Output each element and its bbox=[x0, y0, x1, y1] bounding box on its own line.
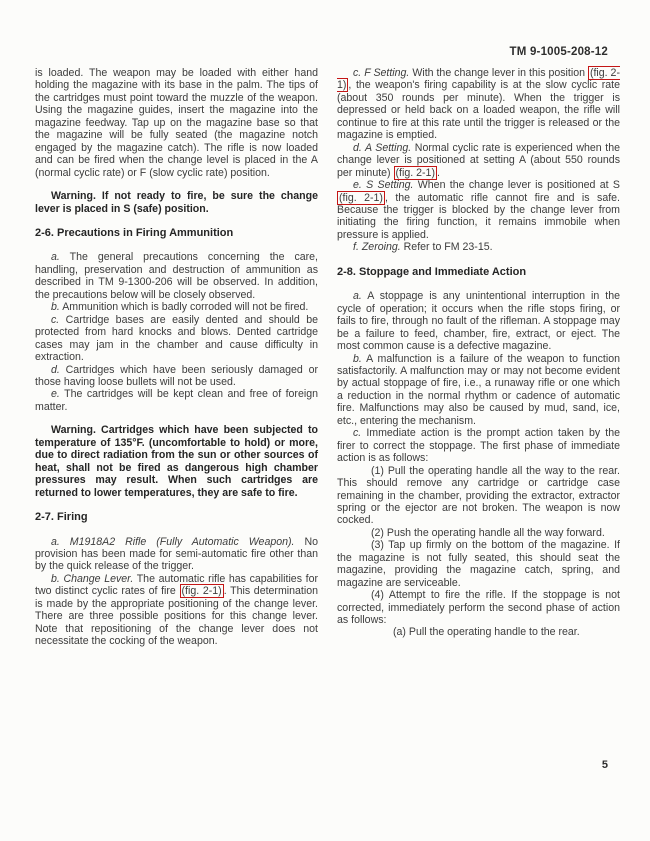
page-number: 5 bbox=[601, 759, 608, 771]
text-run: A malfunction is a failure of the weapon to function satisfactorily. A malfunction may or may not become evident by actual stoppage of fire, i.e., a runaway rifle or one which a reduction in the normal rhythm or cadence of automatic fire. Malfunctions may also be caused by mud, sand, ice, etc., entering the mechanism. bbox=[337, 352, 620, 427]
text-run: a. M1918A2 Rifle (Fully Automatic Weapon). bbox=[51, 535, 295, 548]
paragraph bbox=[337, 626, 620, 638]
text-run: Warning. Cartridges which have been subjected to temperature of 135°F. (uncomfortable to hold) or more, due to direct radiation from the sun or other sources of heat, shall not be fired as dangerous high chamber pressures may result. When such cartridges are returned to lower temperatures, they are safe to fire. bbox=[35, 424, 318, 499]
text-run: (3) Tap up firmly on the bottom of the magazine. If the magazine is not fully seated, this should seat the magazine, providing the magazine catch, spring, and magazine are serviceable. bbox=[337, 539, 620, 589]
text-run: b. bbox=[51, 301, 60, 314]
text-run: e. S Setting. bbox=[353, 179, 414, 192]
text-run: The automatic rifle has capabilities for two distinct cyclic rates of fire bbox=[35, 572, 318, 598]
document-number-header: TM 9-1005-208-12 bbox=[509, 46, 608, 58]
section-heading bbox=[35, 511, 318, 523]
text-run: e. bbox=[51, 388, 60, 401]
text-run: , the automatic rifle cannot fire and is safe. Because the trigger is blocked by the change lever from initiating the firing function, it remains immobile when pressure is applied. bbox=[337, 191, 620, 241]
text-run: a. bbox=[353, 290, 362, 303]
paragraph bbox=[337, 67, 620, 142]
paragraph bbox=[337, 465, 620, 527]
text-run: d. bbox=[51, 363, 60, 376]
figure-reference-link[interactable]: (fig. 2-1) bbox=[337, 67, 620, 92]
text-run: The general precautions concerning the care, handling, preservation and destruction of ammunition as described in TM 9-1300-206 will be observed. In addition, the precautions below will be closely observed. bbox=[35, 251, 318, 301]
text-run: (4) Attempt to fire the rifle. If the stoppage is not corrected, immediately perform the second phase of action as follows: bbox=[337, 589, 620, 627]
paragraph bbox=[35, 67, 318, 179]
figure-reference-link[interactable]: (fig. 2-1) bbox=[395, 166, 435, 179]
paragraph bbox=[35, 251, 318, 301]
text-run: c. bbox=[51, 313, 60, 326]
two-column-text-area bbox=[35, 67, 620, 648]
paragraph bbox=[35, 301, 318, 313]
paragraph bbox=[35, 388, 318, 413]
text-run: c. bbox=[353, 427, 362, 440]
paragraph bbox=[35, 364, 318, 389]
warning-paragraph bbox=[35, 424, 318, 499]
text-run: b. Change Lever. bbox=[51, 572, 134, 585]
paragraph bbox=[35, 536, 318, 573]
text-run: c. F Setting. bbox=[353, 67, 410, 79]
left-column bbox=[35, 67, 318, 648]
text-run: Ammunition which is badly corroded will not be fired. bbox=[59, 301, 309, 314]
text-run: (1) Pull the operating handle all the way to the rear. This should remove any cartridge or cartridge case remaining in the chamber, providing the extractor, extractor spring or the ejector are not broken. The weapon is now cocked. bbox=[337, 464, 620, 527]
text-run: , the weapon's firing capability is at the slow cyclic rate (about 350 rounds per minute). When the trigger is depressed or held back on a loaded weapon, the rifle will continue to fire at this rate until the trigger is released or the magazine is emptied. bbox=[337, 79, 620, 142]
text-run: 2-7. Firing bbox=[35, 511, 88, 524]
text-run: Refer to FM 23-15. bbox=[400, 241, 493, 254]
figure-reference-link[interactable]: (fig. 2-1) bbox=[339, 191, 383, 204]
text-run: (a) Pull the operating handle to the rear. bbox=[393, 626, 580, 639]
text-run: Immediate action is the prompt action taken by the firer to correct the stoppage. The first phase of immediate action is as follows: bbox=[337, 427, 620, 465]
text-run: b. bbox=[353, 352, 362, 365]
paragraph bbox=[337, 427, 620, 464]
text-run: Warning. If not ready to fire, be sure the change lever is placed in S (safe) position. bbox=[35, 190, 318, 215]
text-run: (2) Push the operating handle all the way forward. bbox=[371, 526, 605, 539]
paragraph bbox=[337, 527, 620, 539]
paragraph bbox=[337, 142, 620, 179]
section-heading bbox=[337, 266, 620, 278]
paragraph bbox=[337, 290, 620, 352]
paragraph bbox=[35, 314, 318, 364]
paragraph bbox=[337, 353, 620, 428]
paragraph bbox=[337, 589, 620, 626]
text-run: 2-6. Precautions in Firing Ammunition bbox=[35, 226, 234, 239]
text-run: Cartridges which have been seriously damaged or those having loose bullets will not be used. bbox=[35, 363, 318, 388]
paragraph bbox=[337, 241, 620, 253]
warning-paragraph bbox=[35, 190, 318, 215]
text-run: No provision has been made for semi-automatic fire other than by the quick release of the trigger. bbox=[35, 535, 318, 573]
text-run: f. Zeroing. bbox=[353, 241, 401, 254]
text-run: . This determination is made by the appropriate positioning of the change lever. There are three possible positions for this change lever. Note that repositioning of the change lever does not necessitate the cocking of the weapon. bbox=[35, 585, 318, 648]
text-run: With the change lever in this position bbox=[409, 67, 588, 79]
text-run: is loaded. The weapon may be loaded with either hand holding the magazine with its base in the palm. The tips of the cartridges must point toward the muzzle of the weapon. Using the magazine guides, insert the magazine into the magazine feedway. Tap up on the magazine base so that the magazine will be fully seated (the magazine notch engaged by the magazine catch). The rifle is now loaded and can be fired when the change level is placed in the A (normal cyclic rate) or F (slow cyclic rate) position. bbox=[35, 67, 318, 179]
text-run: Normal cyclic rate is experienced when the change lever is positioned at setting A (about 550 rounds per minute) bbox=[337, 141, 621, 179]
text-run: Cartridge bases are easily dented and should be protected from hard knocks and blows. Dented cartridge cases may jam in the chamber and cause difficulty in extraction. bbox=[35, 313, 318, 364]
text-run: a. bbox=[51, 251, 60, 264]
paragraph bbox=[35, 573, 318, 648]
text-run: A stoppage is any unintentional interruption in the cycle of operation; it occurs when the rifle stops firing, or fails to fire, through no fault of the rifleman. A stoppage may be a failure to feed, chamber, fire, extract, or eject. The most common cause is a defective magazine. bbox=[337, 290, 620, 353]
text-run: 2-8. Stoppage and Immediate Action bbox=[337, 265, 527, 278]
right-column bbox=[337, 67, 620, 648]
figure-reference-link[interactable]: (fig. 2-1) bbox=[181, 585, 222, 598]
text-run: When the change lever is positioned at S bbox=[413, 179, 620, 192]
section-heading bbox=[35, 227, 318, 239]
text-run: The cartridges will be kept clean and free of foreign matter. bbox=[35, 388, 318, 413]
paragraph bbox=[337, 179, 620, 241]
paragraph bbox=[337, 539, 620, 589]
text-run: . bbox=[436, 166, 440, 179]
text-run: d. A Setting. bbox=[353, 141, 412, 154]
